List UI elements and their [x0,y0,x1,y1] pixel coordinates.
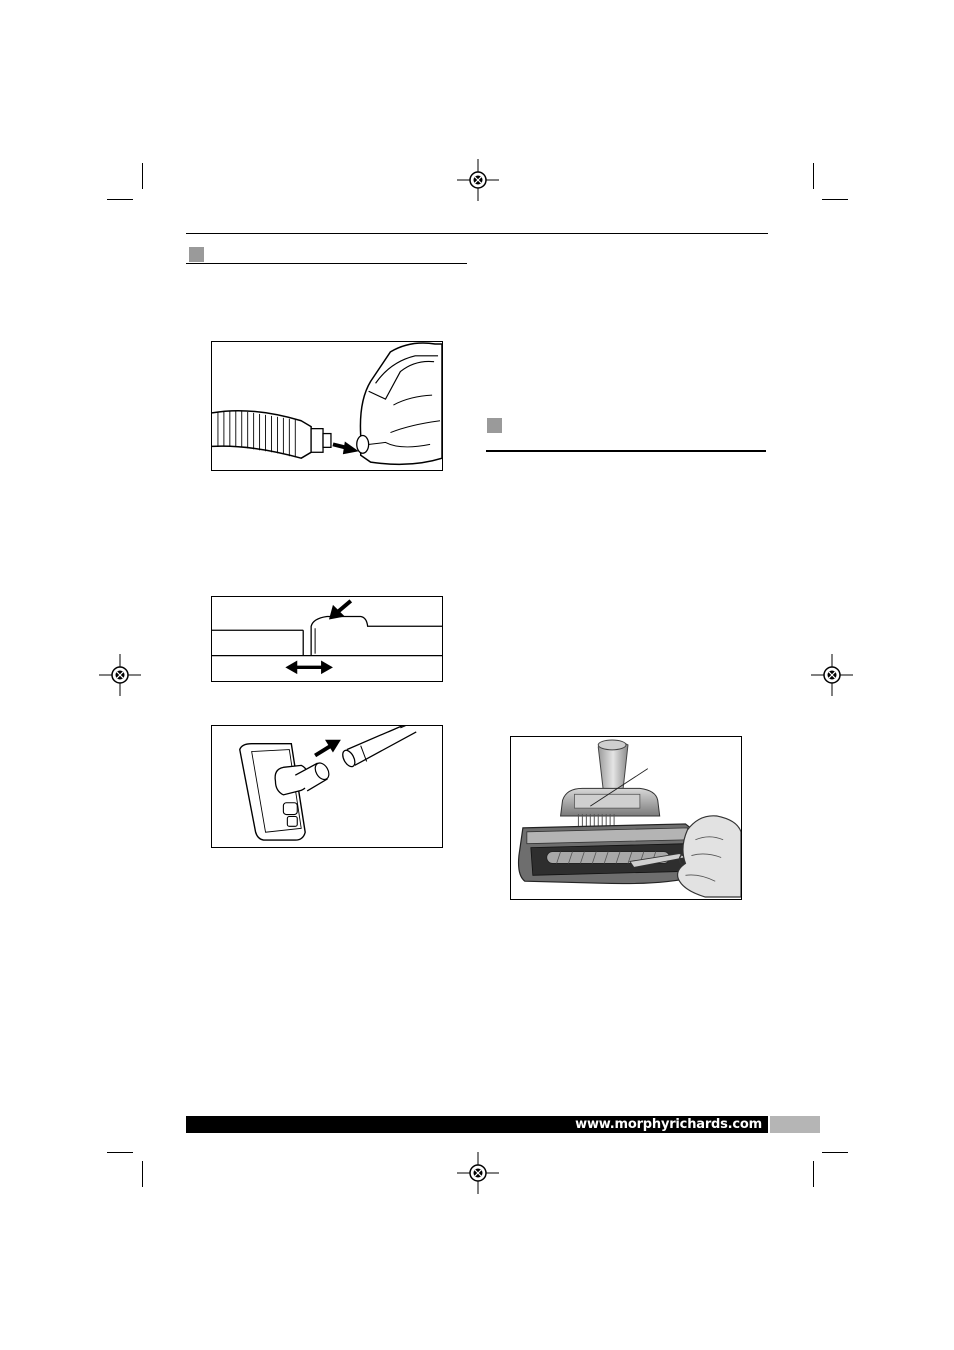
section-heading-underline [486,450,766,452]
registration-mark-icon [99,654,141,696]
crop-mark-top-right-vertical [813,163,814,189]
registration-mark-icon [811,654,853,696]
crop-mark-top-left-horizontal [107,199,133,200]
page-number-tab [770,1116,820,1133]
registration-mark-icon [457,159,499,201]
turbo-brush-cleaning-figure [510,736,742,900]
hose-connection-figure [211,341,443,471]
crop-mark-bottom-right-horizontal [822,1152,848,1153]
crop-mark-top-left-vertical [142,163,143,189]
floor-tool-attach-figure [211,725,443,848]
footer-website-link[interactable]: www.morphyrichards.com [575,1117,762,1132]
gray-square-icon [487,418,502,433]
registration-mark-icon [457,1152,499,1194]
footer-bar [186,1116,768,1133]
crop-mark-bottom-right-vertical [813,1161,814,1187]
crop-mark-bottom-left-vertical [142,1161,143,1187]
gray-square-icon [189,247,204,262]
telescopic-tube-adjust-figure [211,596,443,682]
section-heading-underline [186,263,467,264]
crop-mark-bottom-left-horizontal [107,1152,133,1153]
crop-mark-top-right-horizontal [822,199,848,200]
header-rule [186,233,768,234]
